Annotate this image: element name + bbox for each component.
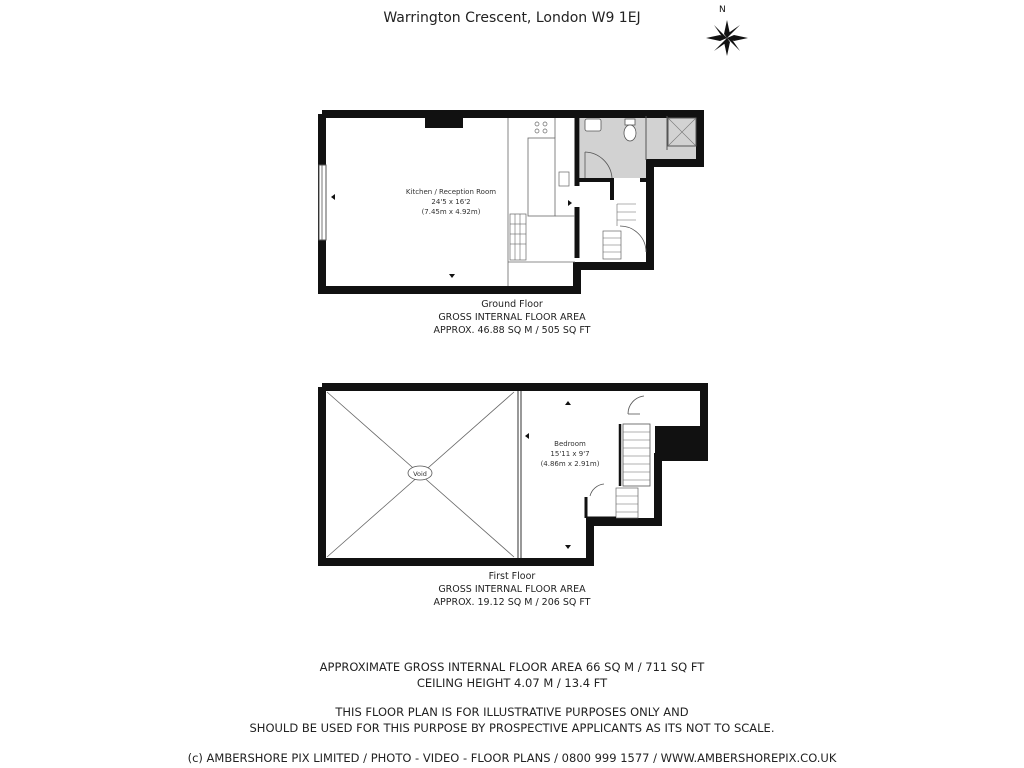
total-area-block xyxy=(112,659,912,691)
chimney-breast xyxy=(425,114,463,128)
room-name: Kitchen / Reception Room xyxy=(405,188,497,196)
page-title: Warrington Crescent, London W9 1EJ xyxy=(383,10,641,26)
disclaimer-line-2: SHOULD BE USED FOR THIS PURPOSE BY PROSPECTIVE APPLICANTS AS ITS NOT TO SCALE. xyxy=(249,721,775,735)
compass-rose-icon xyxy=(706,5,748,56)
first-floor-plan xyxy=(322,387,704,562)
north-label: N xyxy=(719,5,726,15)
disclaimer-block xyxy=(112,704,912,736)
ground-floor-caption xyxy=(402,298,622,337)
floor-name: Ground Floor xyxy=(481,299,543,310)
room-dim-imperial: 15'11 x 9'7 xyxy=(550,450,590,458)
bedroom-door-swing xyxy=(628,396,644,414)
chimney-block-first xyxy=(655,426,704,460)
room-dim-metric: (4.86m x 2.91m) xyxy=(540,460,600,468)
disclaimer-line-1: THIS FLOOR PLAN IS FOR ILLUSTRATIVE PURPOSES ONLY AND xyxy=(335,705,689,719)
kitchen-sink xyxy=(559,172,569,186)
kitchen-room-label xyxy=(391,187,511,217)
window-ground-left xyxy=(319,165,326,240)
void-label: Void xyxy=(413,470,427,478)
room-dim-imperial: 24'5 x 16'2 xyxy=(431,198,471,206)
floor-area-label: GROSS INTERNAL FLOOR AREA xyxy=(438,312,586,323)
first-floor-stairs xyxy=(623,424,650,486)
first-floor-caption xyxy=(402,570,622,609)
room-dim-metric: (7.45m x 4.92m) xyxy=(421,208,481,216)
kitchen-island xyxy=(528,138,555,216)
floor-area-value: APPROX. 46.88 SQ M / 505 SQ FT xyxy=(433,325,591,336)
ceiling-height: CEILING HEIGHT 4.07 M / 13.4 FT xyxy=(416,676,608,690)
total-area: APPROXIMATE GROSS INTERNAL FLOOR AREA 66 SQ M / 711 SQ FT xyxy=(319,660,705,674)
basin-symbol xyxy=(585,119,601,131)
first-floor-outer-walls xyxy=(322,387,704,562)
bedroom-room-label xyxy=(530,439,610,469)
floor-area-label: GROSS INTERNAL FLOOR AREA xyxy=(438,584,586,595)
room-name: Bedroom xyxy=(554,440,586,448)
toilet-symbol xyxy=(624,125,636,141)
floor-area-value: APPROX. 19.12 SQ M / 206 SQ FT xyxy=(433,597,591,608)
floor-name: First Floor xyxy=(488,571,536,582)
copyright-footer: (c) AMBERSHORE PIX LIMITED / PHOTO - VIDEO - FLOOR PLANS / 0800 999 1577 / WWW.AMBERSHOREPIX.CO.UK xyxy=(187,751,837,765)
entrance-door-swing xyxy=(620,226,646,252)
